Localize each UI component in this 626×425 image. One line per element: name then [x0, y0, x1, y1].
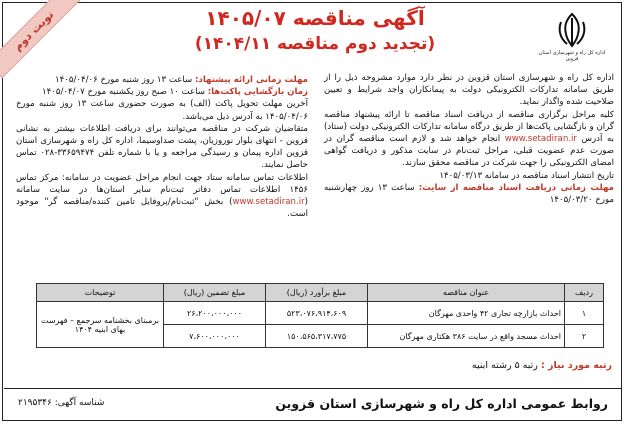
- header-title: عنوان مناقصه: [368, 284, 565, 302]
- table-header-row: [37, 284, 604, 302]
- grade-text: رتبه ۵ رشته ابنیه: [471, 360, 538, 371]
- deadline-text: ساعت ۱۳ روز چهارشنبه مورخ ۱۴۰۵/۰۳/۲۰: [324, 182, 614, 206]
- header-guarantee: مبلغ تضمین (ریال): [164, 284, 266, 302]
- iran-emblem-logo: [532, 10, 612, 66]
- cell-title: احداث مسجد واقع در سایت ۳۸۶ هکتاری مهرگان: [368, 325, 565, 348]
- ad-footer: [4, 388, 622, 420]
- intro-paragraph: اداره کل راه و شهرسازی استان قزوین در نظر دارد موارد مشروحه ذیل را از طریق سامانه تدارکات الکترونیکی دولت به پیمانکاران واجد شرایط و تعیین صلاحیت شده واگذار نماید.: [324, 73, 614, 108]
- envelope-paragraph: آخرین مهلت تحویل پاکت (الف) به صورت حضوری ساعت ۱۳ روز شنبه مورخ ۱۴۰۵/۰۴/۰۶ به آدرس ذیل می‌باشد.: [16, 99, 308, 122]
- right-column: [324, 72, 614, 206]
- setad-contact-end: ) بخش "ثبت‌نام/پروفایل تامین کننده/مناقصه گر" موجود است.: [16, 197, 308, 220]
- opening-text: ساعت ۱۰ صبح روز یکشنبه مورخ ۱۴۰۵/۰۴/۰۷: [42, 87, 205, 98]
- cell-notes: برمبنای بخشنامه سرجمع – فهرست بهای ابنیه ۱۴۰۴: [37, 302, 164, 348]
- header-notes: توضیحات: [37, 284, 164, 302]
- logo-text: اداره کل راه و شهرسازی استان قزوین: [538, 50, 606, 62]
- cell-title: احداث بازارچه تجاری ۴۲ واحدی مهرگان: [368, 302, 565, 325]
- submit-label: مهلت زمانی ارائه پیشنهاد:: [194, 75, 308, 85]
- cell-estimate: ۵۲۳،۰۷۶،۹۱۴،۶۰۹: [266, 302, 368, 325]
- header-index: ردیف: [565, 284, 604, 302]
- setad-contact-paragraph: اطلاعات تماس سامانه ستاد جهت انجام مراحل عضویت در سامانه: مرکز تماس ۱۴۵۶ اطلاعات تماس دفاتر ثبت‌نام سایر استان‌ها در سایت سامانه (: [16, 172, 308, 208]
- ad-id: شناسه آگهی: ۲۱۹۵۳۴۶: [18, 398, 105, 408]
- emblem-icon: [552, 10, 592, 50]
- cell-index: ۱: [565, 302, 604, 325]
- cell-guarantee: ۲۶،۲۰۰،۰۰۰،۰۰۰: [164, 302, 266, 325]
- process-paragraph-cont: انجام خواهد شد و لازم است مناقصه گران در صورت عدم عضویت قبلی، مراحل ثبت‌نام در سایت مذکور و دریافت گواهی امضای الکترونیکی را جهت شرکت در مناقصه محقق سازند.: [324, 134, 614, 169]
- required-grade: [472, 360, 612, 371]
- header-estimate: مبلغ برآورد (ریال): [266, 284, 368, 302]
- left-column: [16, 74, 308, 220]
- cell-index: ۲: [565, 325, 604, 348]
- setad-link-2[interactable]: www.setadiran.ir: [232, 197, 305, 208]
- cell-estimate: ۱۵۰،۵۶۵،۳۱۷،۷۷۵: [266, 325, 368, 348]
- deadline-label: مهلت زمانی دریافت اسناد مناقصه از سایت:: [418, 182, 614, 193]
- cell-guarantee: ۷،۶۰۰،۰۰۰،۰۰۰: [164, 325, 266, 348]
- setad-link[interactable]: www.setadiran.ir: [504, 134, 577, 145]
- submit-text: ساعت ۱۳ روز شنبه مورخ ۱۴۰۵/۰۴/۰۶: [55, 75, 193, 85]
- footer-publisher: روابط عمومی اداره کل راه و شهرسازی استان قزوین: [275, 396, 608, 411]
- grade-label: رتبه مورد نیاز :: [540, 360, 612, 371]
- table-row: [37, 302, 604, 325]
- opening-label: زمان بازگشایی پاکت‌ها:: [207, 87, 308, 98]
- second-round-ribbon: نوبت دوم: [0, 0, 81, 78]
- contact-paragraph: متقاضیان شرکت در مناقصه می‌توانند برای دریافت اطلاعات بیشتر به نشانی قزوین - انتهای بلوار نوروزیان، پشت صداوسیما، اداره کل راه و شهرسازی استان قزوین اداره پیمان و رسیدگی مراجعه و یا با شماره تلفن ۳۳۶۵۹۴۷۴-۰۲۸ تماس حاصل نمایند.: [16, 123, 309, 171]
- ad-title: آگهی مناقصه ۱۴۰۵/۰۷: [205, 6, 425, 30]
- process-paragraph: کلیه مراحل برگزاری مناقصه از دریافت اسناد مناقصه تا ارائه پیشنهاد مناقصه گران و بازگشایی پاکت‌ها از طریق درگاه سامانه تدارکات الکترونیکی دولت (ستاد) به آدرس: [324, 109, 615, 145]
- publish-date: تاریخ انتشار اسناد مناقصه در سامانه ۱۴۰۵/۰۳/۱۳: [439, 170, 614, 181]
- tender-table: [36, 283, 604, 348]
- ad-subtitle: (تجدید دوم مناقصه ۱۴۰۴/۱۱): [194, 34, 436, 54]
